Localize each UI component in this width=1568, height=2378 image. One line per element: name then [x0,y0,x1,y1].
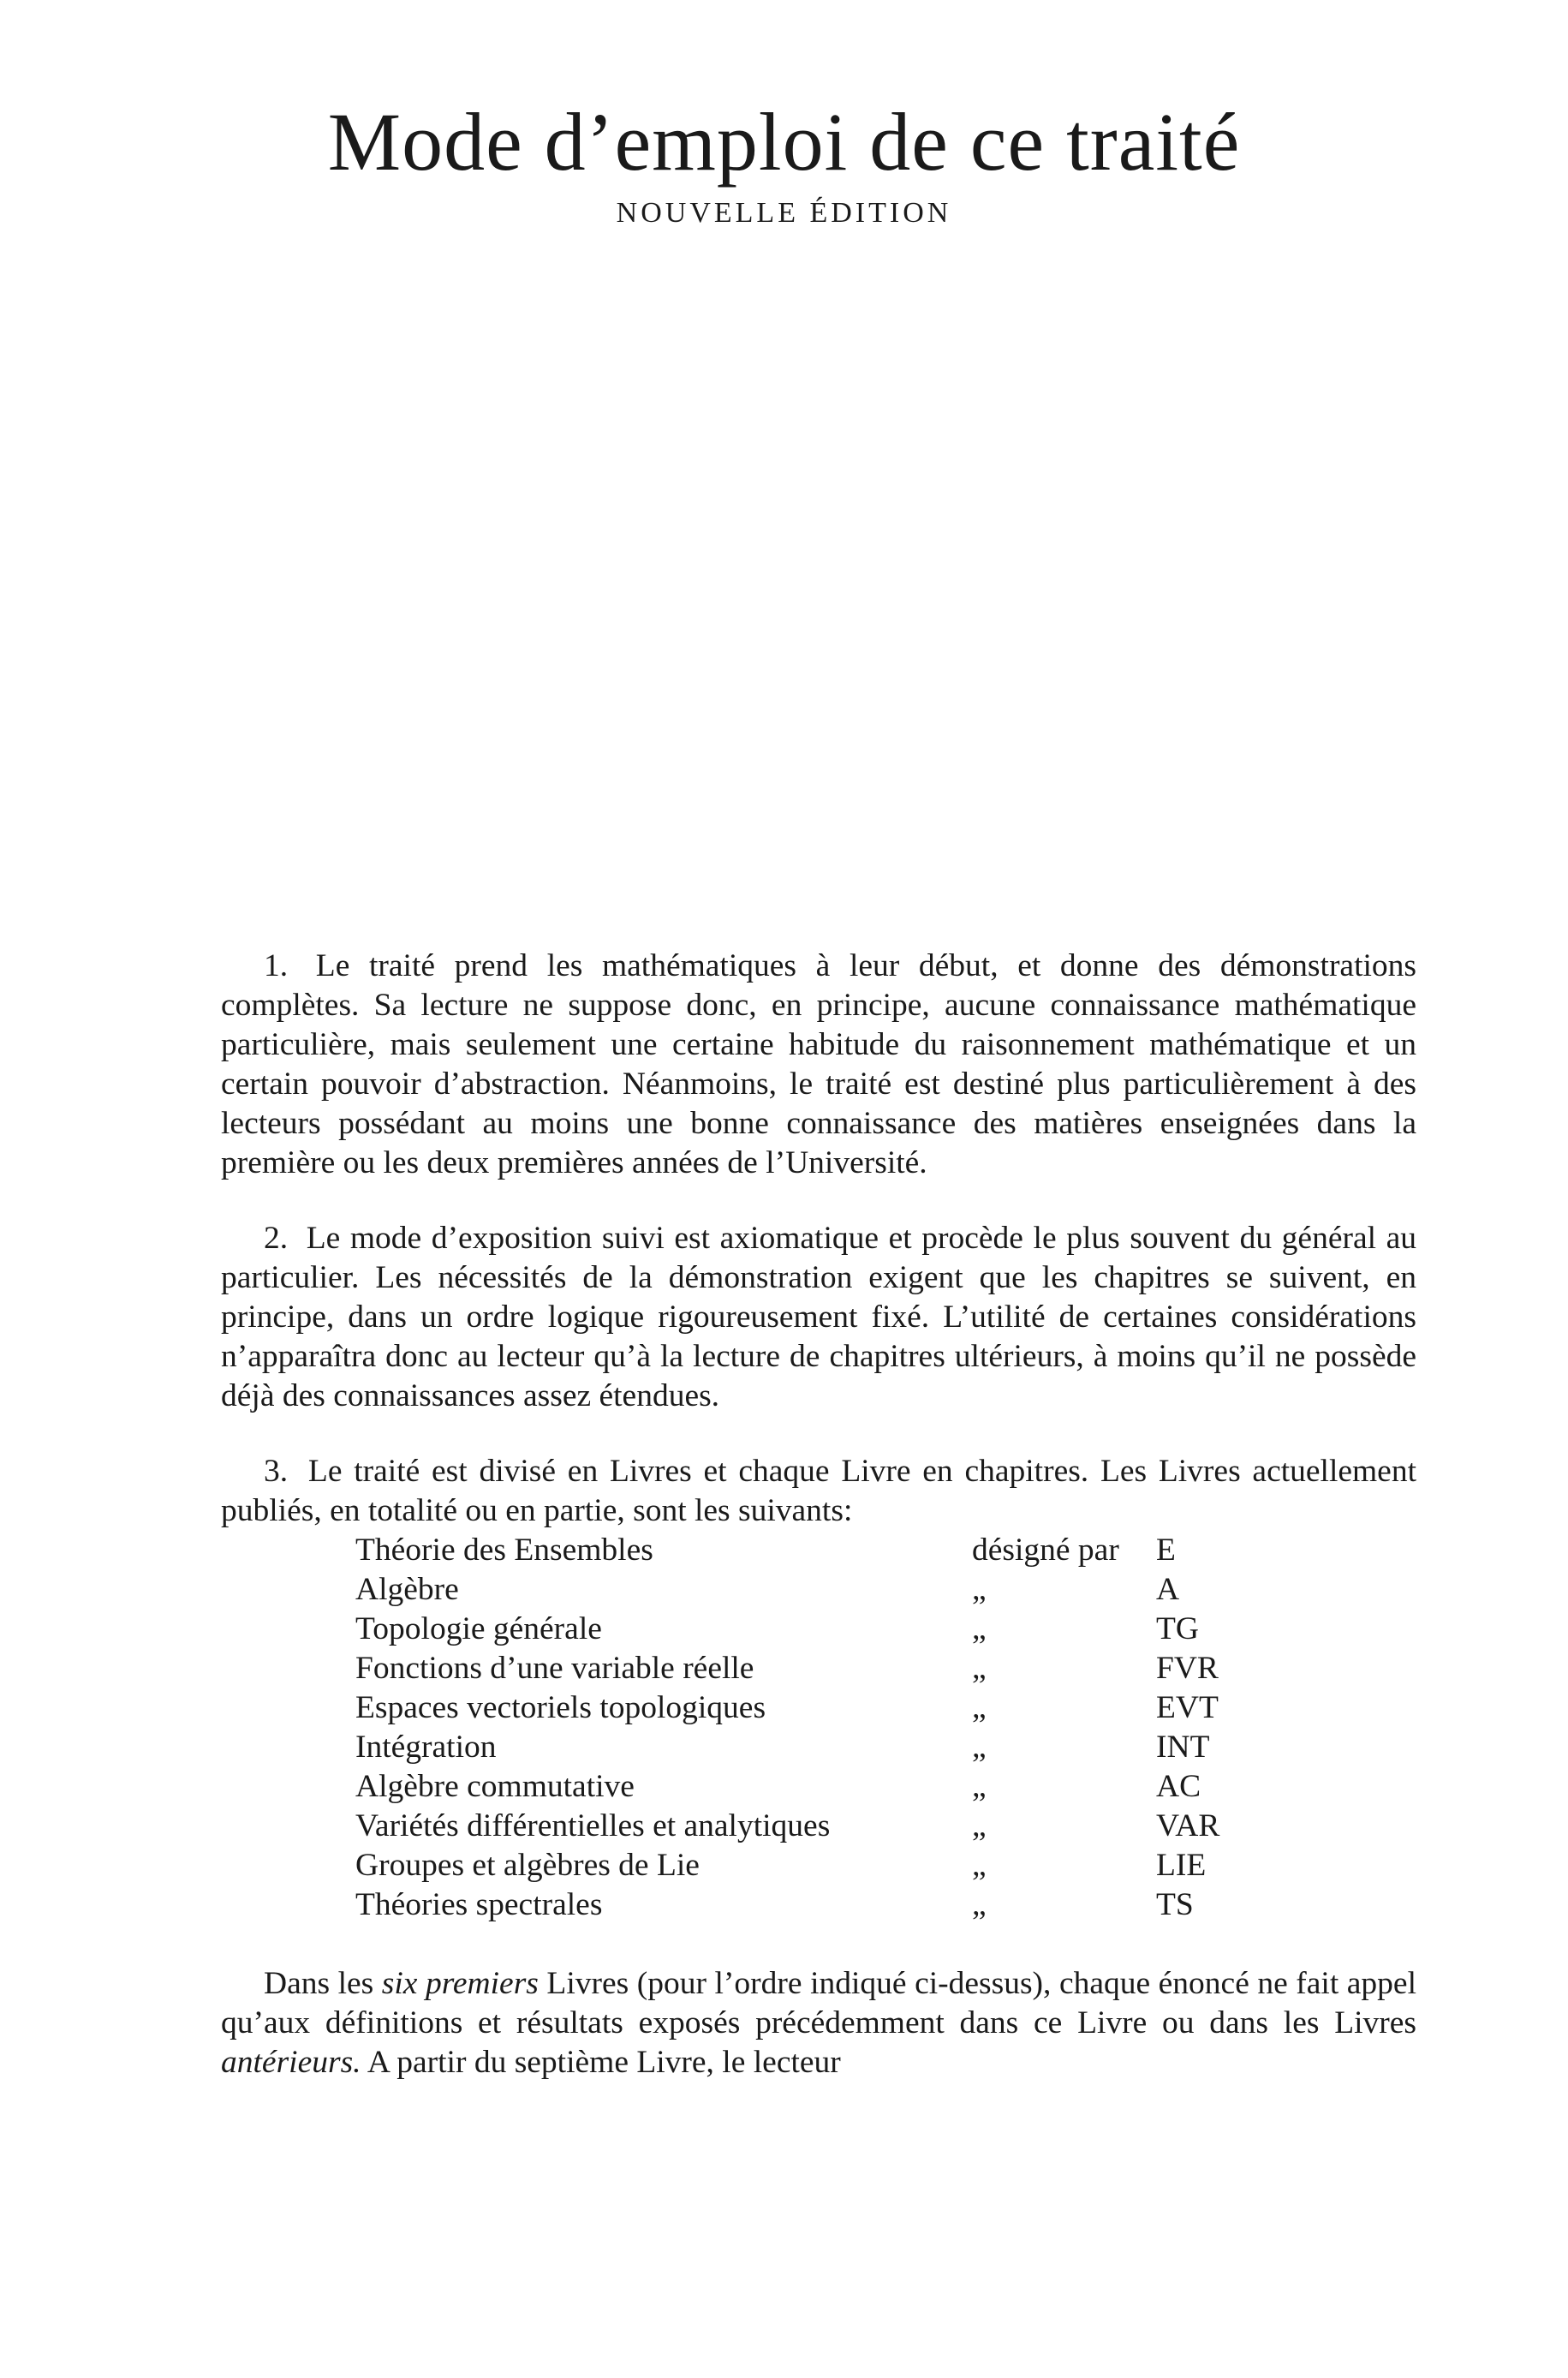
book-designated-by: „ [972,1572,987,1607]
table-row [355,1767,1255,1807]
book-abbreviation: INT [1156,1730,1210,1765]
paragraph-closing [221,1964,1416,2082]
paragraph-2 [221,1219,1416,1416]
book-abbreviation: FVR [1156,1651,1219,1686]
paragraph-1 [221,947,1416,1183]
closing-text-part: A partir du septième Livre, le lecteur [361,2045,841,2080]
table-row [355,1531,1255,1570]
table-row [355,1649,1255,1688]
paragraph-text: Le traité est divisé en Livres et chaque Livre en chapitres. Les Livres actuellement publiés, en totalité ou en partie, sont les suivants: [221,1454,1416,1528]
paragraph-3 [221,1452,1416,1531]
book-designated-by: „ [972,1848,987,1883]
book-designated-by: „ [972,1690,987,1725]
book-abbreviation: AC [1156,1769,1201,1804]
book-name: Théorie des Ensembles [355,1533,653,1568]
table-row [355,1688,1255,1728]
book-designated-by: „ [972,1887,987,1922]
body-text [221,947,1416,2082]
book-designated-by: „ [972,1769,987,1804]
book-name: Topologie générale [355,1611,602,1646]
book-name: Intégration [355,1730,497,1765]
closing-text-part: Dans les [264,1966,382,2001]
page-title: Mode d’emploi de ce traité [327,96,1241,188]
book-designated-by: „ [972,1651,987,1686]
book-abbreviation: E [1156,1533,1176,1568]
book-name: Théories spectrales [355,1887,603,1922]
closing-text-part: Livres (pour l’ordre indiqué ci-dessus), chaque énoncé ne fait appel qu’aux définitions et résultats exposés précédemment dans ce Livre ou dans les Livres [221,1966,1416,2040]
book-abbreviation: TS [1156,1887,1194,1922]
table-row [355,1570,1255,1610]
book-designated-by: „ [972,1611,987,1646]
paragraph-text: Le mode d’exposition suivi est axiomatique et procède le plus souvent du général au particulier. Les nécessités de la démonstration exigent que les chapitres se suivent, en principe, dans un ordre logique rigoureusement fixé. L’utilité de certaines considérations n’apparaîtra donc au lecteur qu’à la lecture de chapitres ultérieurs, à moins qu’il ne possède déjà des connaissances assez étendues. [221,1221,1417,1413]
book-name: Variétés différentielles et analytiques [355,1808,831,1843]
book-name: Espaces vectoriels topologiques [355,1690,766,1725]
book-abbreviation: LIE [1156,1848,1207,1883]
table-row [355,1885,1255,1925]
page-subtitle: NOUVELLE ÉDITION [616,197,952,229]
table-row [355,1846,1255,1885]
book-abbreviation: TG [1156,1611,1199,1646]
paragraph-number: 3. [264,1454,289,1489]
book-name: Algèbre [355,1572,459,1607]
closing-emphasis: six premiers [381,1966,539,2001]
book-designated-by: désigné par [972,1533,1119,1568]
book-abbreviation: VAR [1156,1808,1220,1843]
book-name: Algèbre commutative [355,1769,635,1804]
closing-emphasis: antérieurs. [221,2045,361,2080]
paragraph-text: Le traité prend les mathématiques à leur début, et donne des démonstrations complètes. Sa lecture ne suppose donc, en principe, aucune connaissance mathématique particulière, mais seulement une certaine habitude du raisonnement mathématique et un certain pouvoir d’abstraction. Néanmoins, le traité est destiné plus particulièrement à des lecteurs possédant au moins une bonne connaissance des matières enseignées dans la première ou les deux premières années de l’Université. [221,948,1417,1180]
book-designated-by: „ [972,1730,987,1765]
paragraph-number: 1. [264,948,289,983]
book-name: Fonctions d’une variable réelle [355,1651,754,1686]
table-row [355,1610,1255,1649]
book-abbreviation: EVT [1156,1690,1219,1725]
book-designated-by: „ [972,1808,987,1843]
table-row [355,1807,1255,1846]
table-row [355,1728,1255,1767]
book-name: Groupes et algèbres de Lie [355,1848,700,1883]
book-abbreviation: A [1156,1572,1180,1607]
paragraph-number: 2. [264,1221,289,1256]
books-table [355,1531,1255,1925]
